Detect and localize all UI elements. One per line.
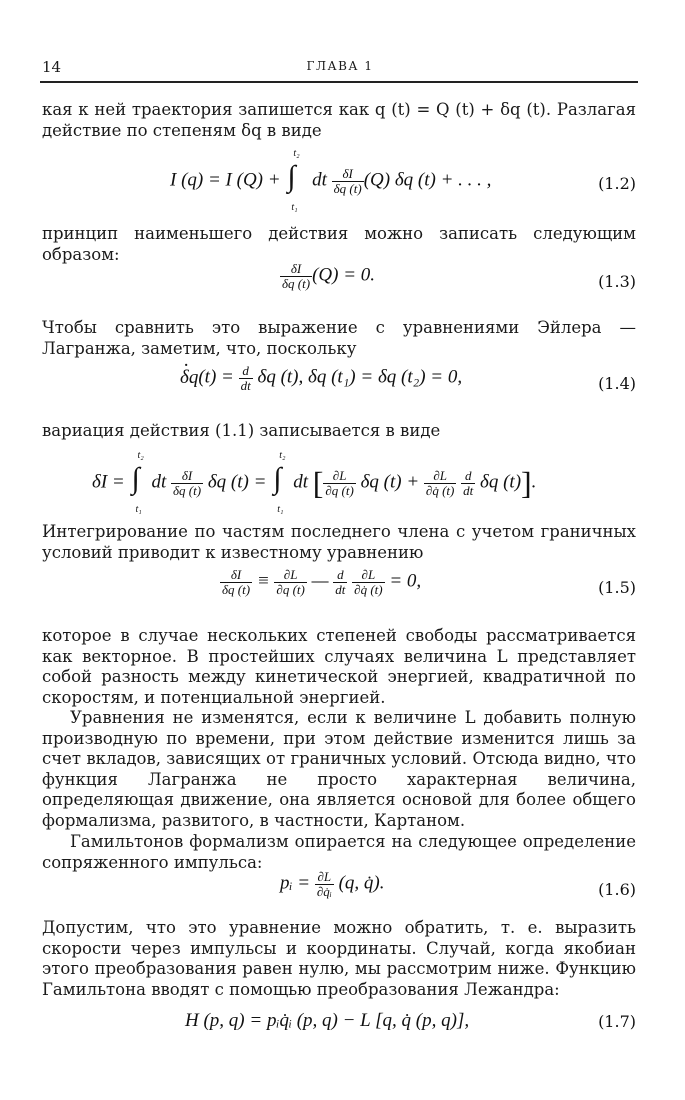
eq13-fraction — [280, 262, 312, 290]
eqv-num-4: d — [461, 469, 475, 484]
eq12-number: (1.2) — [598, 174, 636, 193]
eq16-lhs: pᵢ = — [280, 872, 315, 894]
equation-1-7 — [40, 1008, 640, 1040]
eqv-num-3: ∂L — [424, 469, 456, 484]
eq12-upper-limit: t₂ — [293, 148, 300, 159]
eq15-num-4: ∂L — [352, 568, 384, 583]
paragraph-6: которое в случае нескольких степеней свободы рассматривается как векторное. В простейших случаях величина L представляет собой разность между кинетической энергией, квадратичной по скоростям, и потенциальной энергией. — [42, 626, 636, 707]
eq14-den: dt — [240, 377, 251, 393]
eqv-bracket-open: [ — [312, 464, 324, 501]
eq12-dt: dt — [312, 169, 327, 191]
eqv-mid: δq (t) = — [207, 471, 272, 493]
eqv-upper-1: t₂ — [137, 450, 144, 461]
eqv-lower-1: t₁ — [135, 504, 142, 515]
eq14-lhs: δq · — [180, 367, 198, 388]
eq12-num: δI — [332, 167, 364, 182]
equation-1-4 — [40, 364, 640, 408]
eq15-minus: — — [306, 570, 334, 592]
eq15-num-3: d — [333, 568, 347, 583]
eq15-frac-3 — [333, 568, 347, 596]
eq15-rest: = 0, — [384, 570, 422, 592]
paragraph-3: Чтобы сравнить это выражение с уравнениями Эйлера — Лагранжа, заметим, что, поскольку — [42, 318, 636, 358]
eqv-num-1: δI — [171, 469, 203, 484]
eq15-num-2: ∂L — [274, 568, 306, 583]
paragraph-8: Гамильтонов формализм опирается на следующее определение сопряженного импульса: — [42, 832, 636, 872]
eq17-text: H (p, q) = pᵢq̇ᵢ (p, q) − L [q, q̇ (p, q)], — [185, 1010, 470, 1031]
equation-1-5 — [40, 568, 640, 614]
paragraph-9: Допустим, что это уравнение можно обратить, т. е. выразить скорости через импульсы и координаты. Случай, когда якобиан этого преобразования равен нулю, мы рассмотрим ниже. Функцию Гамильтона вводят с помощью преобразования Лежандра: — [42, 918, 636, 999]
eqv-lower-2: t₁ — [277, 504, 284, 515]
eq16-num: ∂L — [315, 870, 334, 885]
eq14-num: d — [239, 364, 253, 379]
eq12-lower-limit: t₁ — [291, 202, 298, 213]
eq16-fraction — [315, 870, 334, 898]
equation-1-6 — [40, 870, 640, 914]
eq16-den: ∂q̇ᵢ — [316, 883, 332, 899]
eq15-frac-2 — [274, 568, 306, 596]
eq13-num: δI — [280, 262, 312, 277]
eq15-frac-4 — [352, 568, 384, 596]
eqv-plus: δq (t) + — [360, 471, 424, 493]
eqv-integral-1: ∫ t₂ t₁ — [131, 450, 144, 515]
eqv-frac-1 — [171, 469, 203, 497]
paragraph-1: кая к ней траектория запишется как q (t) = Q (t) + δq (t). Разлагая действие по степеням δq в виде — [42, 100, 636, 140]
eqv-upper-2: t₂ — [279, 450, 286, 461]
paragraph-7: Уравнения не изменятся, если к величине L добавить полную производную по времени, при этом действие изменится лишь за счет вкладов, зависящих от граничных условий. Отсюда видно, что функция Лагранжа не просто характерная величина, определяющая движение, она является основой для более общего формализма, развитого, в частности, Картаном. — [42, 708, 636, 830]
eq12-lhs: I (q) = I (Q) + — [170, 169, 286, 191]
eq12-fraction — [332, 167, 364, 195]
eq14-rest: δq (t), δq (t₁) = δq (t₂) = 0, — [257, 366, 463, 388]
eqv-dt-2: dt — [293, 471, 308, 493]
eq16-rest: (q, q̇). — [338, 872, 385, 894]
eq15-den-2: ∂q (t) — [276, 581, 305, 597]
eqv-tail: δq (t) — [480, 471, 522, 493]
eqv-den-2: ∂q (t) — [325, 482, 354, 498]
eq15-den-3: dt — [335, 581, 346, 597]
eq13-rest: (Q) = 0. — [312, 264, 376, 286]
eqv-integral-2: ∫ t₂ t₁ — [273, 450, 286, 515]
eqv-den-1: δq (t) — [173, 482, 202, 498]
eq12-integral: ∫ t₂ t₁ — [287, 148, 300, 213]
eqv-end: . — [531, 471, 537, 493]
eqv-bracket-close: ] — [521, 464, 532, 501]
running-title: ГЛАВА 1 — [306, 59, 374, 73]
eqv-lhs: δI = — [92, 471, 130, 493]
header-rule — [40, 81, 638, 83]
eq12-den: δq (t) — [333, 180, 362, 196]
eq17-number: (1.7) — [598, 1012, 636, 1031]
eq12-rest: (Q) δq (t) + . . . , — [363, 169, 492, 191]
eqv-den-3: ∂q̇ (t) — [425, 482, 455, 498]
paragraph-2: принцип наименьшего действия можно записать следующим образом: — [42, 224, 636, 264]
eq14-number: (1.4) — [598, 374, 636, 393]
page-header — [42, 58, 638, 80]
eq15-frac-1 — [220, 568, 252, 596]
eq15-den-1: δq (t) — [222, 581, 251, 597]
equation-1-2 — [40, 148, 640, 212]
eqv-frac-3 — [424, 469, 456, 497]
eqv-frac-4 — [461, 469, 475, 497]
eq15-number: (1.5) — [598, 578, 636, 597]
eq14-lhs2: (t) = — [198, 366, 239, 388]
paragraph-5: Интегрирование по частям последнего члена с учетом граничных условий приводит к известному уравнению — [42, 522, 636, 562]
eq14-fraction — [239, 364, 253, 392]
eqv-dt-1: dt — [151, 471, 167, 493]
eqv-frac-2 — [323, 469, 355, 497]
eq15-num-1: δI — [220, 568, 252, 583]
equation-variation — [40, 452, 640, 514]
eqv-num-2: ∂L — [323, 469, 355, 484]
eqv-den-4: dt — [463, 482, 474, 498]
eq16-number: (1.6) — [598, 880, 636, 899]
equation-1-3 — [40, 262, 640, 306]
eq15-den-4: ∂q̇ (t) — [354, 581, 383, 597]
eq15-equiv: ≡ — [252, 570, 275, 592]
paragraph-4: вариация действия (1.1) записывается в виде — [42, 421, 441, 440]
eq13-den: δq (t) — [282, 275, 311, 291]
page-number: 14 — [42, 58, 62, 76]
eq13-number: (1.3) — [598, 272, 636, 291]
